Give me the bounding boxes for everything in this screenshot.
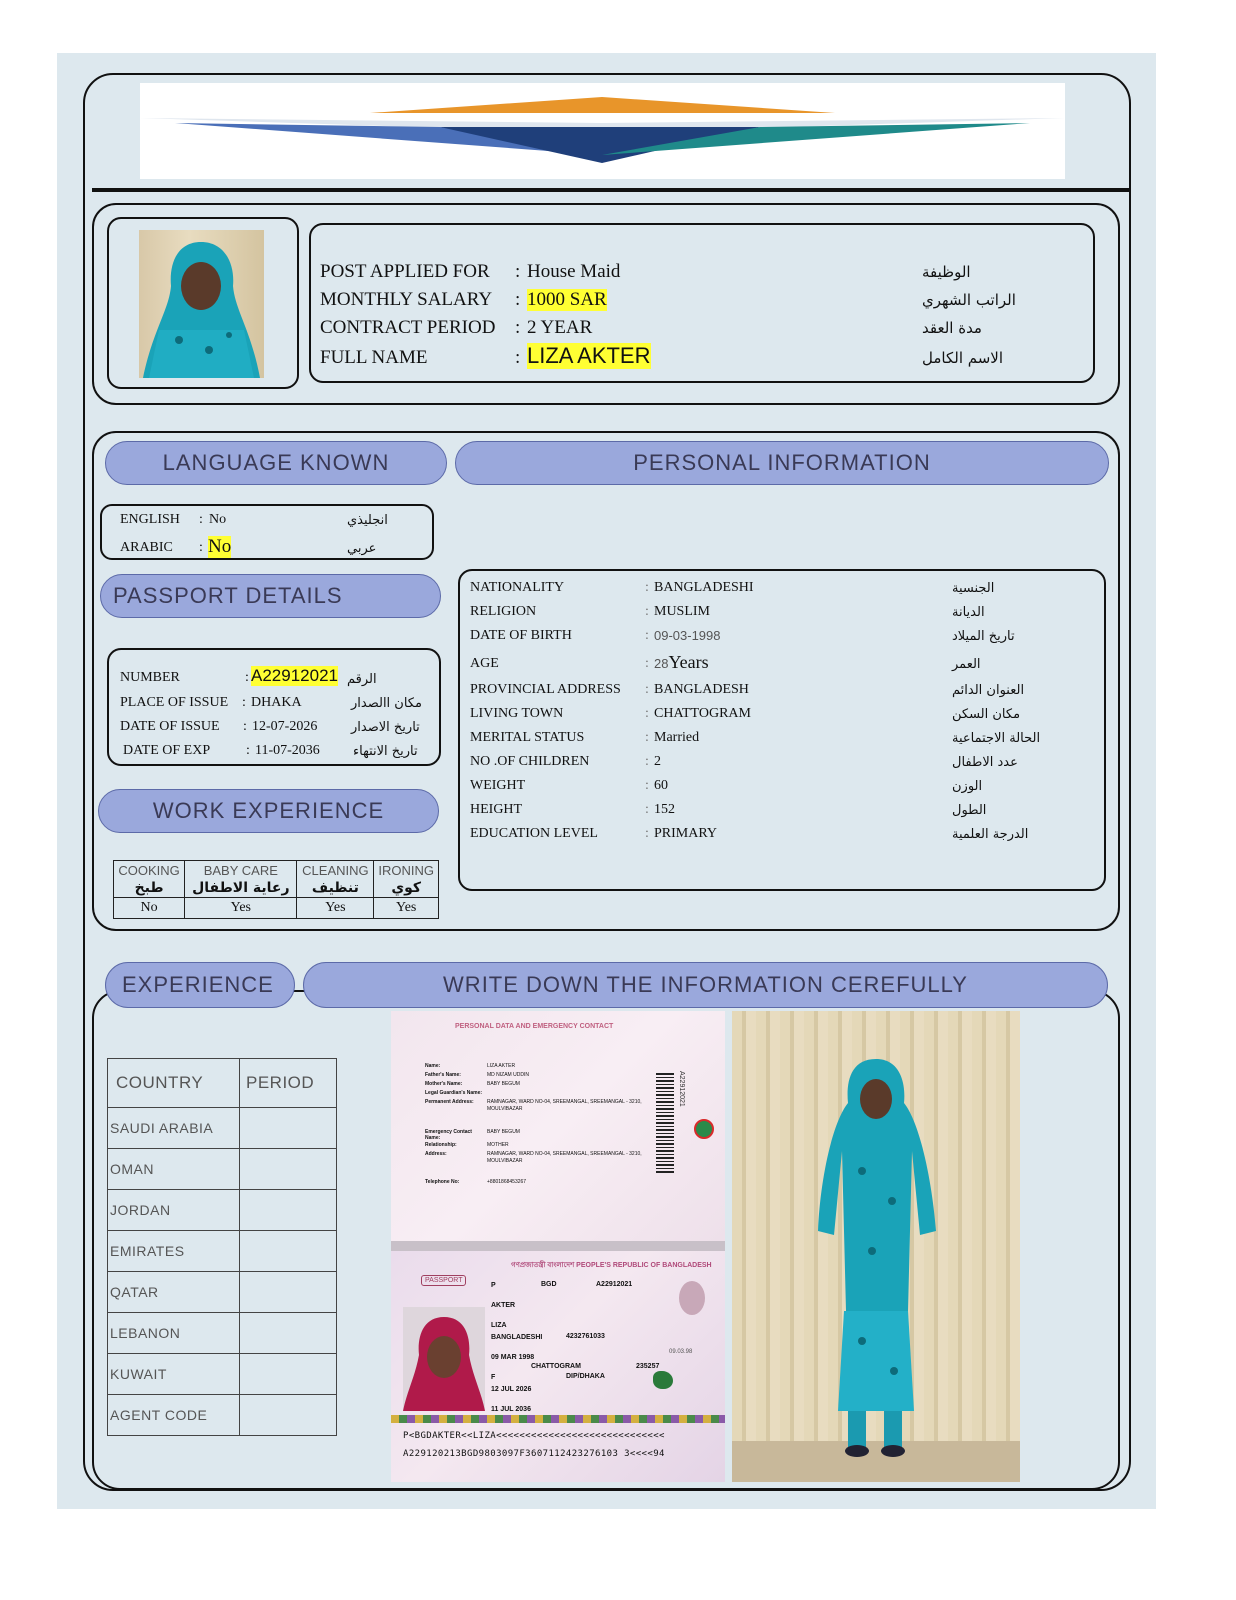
personal-label: EDUCATION LEVEL: [470, 826, 598, 841]
scan-field-label: Name:: [425, 1063, 441, 1069]
country-name: SAUDI ARABIA: [108, 1108, 240, 1149]
scan-field-value: +8801868453267: [487, 1179, 527, 1185]
scan-code: BGD: [541, 1281, 557, 1288]
age-unit: Years: [668, 652, 709, 672]
name-label: FULL NAME: [320, 347, 428, 368]
post-value: House Maid: [527, 261, 621, 282]
salary-sep: :: [515, 289, 521, 310]
arabic-label: ARABIC: [120, 540, 173, 555]
work-col-cooking: COOKING: [114, 861, 185, 880]
country-row: [108, 1190, 337, 1231]
personal-value: 09-03-1998: [654, 628, 721, 643]
name-ar: الاسم الكامل: [922, 349, 1004, 367]
personal-value: [654, 652, 709, 673]
name-value: LIZA AKTER: [527, 343, 651, 368]
personal-ar: الدرجة العلمية: [952, 827, 1029, 842]
work-ar-row: [114, 879, 439, 898]
contract-sep: :: [515, 317, 521, 338]
personal-label: NATIONALITY: [470, 580, 565, 595]
country-period: [240, 1190, 337, 1231]
personal-value: PRIMARY: [654, 826, 718, 841]
scan-mrz-line-1: P<BGDAKTER<<LIZA<<<<<<<<<<<<<<<<<<<<<<<<<<<<<: [403, 1431, 665, 1441]
personal-value: CHATTOGRAM: [654, 706, 751, 721]
personal-label: WEIGHT: [470, 778, 526, 793]
scan-dob: 09 MAR 1998: [491, 1354, 535, 1361]
exp-date-label: DATE OF EXP: [123, 743, 211, 758]
work-val-cleaning: Yes: [297, 898, 374, 919]
country-row: [108, 1395, 337, 1436]
country-name: AGENT CODE: [108, 1395, 240, 1436]
country-experience-table: [107, 1058, 337, 1436]
header-rule: [92, 188, 1130, 192]
personal-ar: مكان السكن: [952, 707, 1021, 722]
personal-sep: :: [645, 682, 649, 697]
personal-sep: :: [645, 826, 649, 841]
cv-sheet: [57, 53, 1156, 1509]
scan-bio-left: [491, 1281, 542, 1415]
country-period: [240, 1313, 337, 1354]
header-banner: [140, 83, 1065, 179]
personal-sep: :: [645, 730, 649, 745]
personal-value: MUSLIM: [654, 604, 711, 619]
place-issue-ar: مكان االصدار: [351, 696, 422, 711]
work-col-cleaning-ar: تنظيف: [297, 879, 374, 898]
issue-date-ar: تاريخ الاصدار: [351, 720, 420, 735]
personal-sep: :: [645, 628, 649, 643]
work-col-ironing: IRONING: [374, 861, 439, 880]
personal-ar: الوزن: [952, 779, 983, 794]
scan-given: LIZA: [491, 1322, 507, 1329]
country-period: [240, 1354, 337, 1395]
passport-ghost-photo: [679, 1281, 705, 1315]
english-value: No: [209, 512, 227, 527]
work-col-cleaning: CLEANING: [297, 861, 374, 880]
personal-value: Married: [654, 730, 700, 745]
scan-field-label: Father's Name:: [425, 1072, 461, 1078]
personal-sep: :: [645, 754, 649, 769]
personal-ar: الحالة الاجتماعية: [952, 731, 1041, 746]
scan-field-label: Permanent Address:: [425, 1099, 474, 1105]
language-header: LANGUAGE KNOWN: [105, 441, 447, 485]
personal-sep: :: [645, 656, 649, 671]
scan-bottom-title: গণপ্রজাতন্ত্রী বাংলাদেশ PEOPLE'S REPUBLIC OF BANGLADESH: [511, 1262, 712, 1269]
personal-value: 2: [654, 754, 661, 769]
profile-photo: [139, 230, 264, 378]
scan-field-value: LIZA AKTER: [487, 1063, 516, 1069]
period-col-header: PERIOD: [240, 1059, 337, 1108]
scan-field-label: Mother's Name:: [425, 1081, 463, 1087]
personal-sep: :: [645, 604, 649, 619]
passport-photo: [403, 1307, 485, 1411]
post-label: POST APPLIED FOR: [320, 261, 490, 282]
scan-field-value: MOTHER: [487, 1142, 509, 1148]
work-experience-table: [113, 860, 439, 919]
place-issue-value: DHAKA: [251, 695, 302, 710]
scan-field-value: BABY BEGUM: [487, 1129, 520, 1135]
personal-ar: الديانة: [952, 605, 985, 620]
scan-issue: 12 JUL 2026: [491, 1386, 532, 1393]
personal-label: RELIGION: [470, 604, 537, 619]
personal-ar: العنوان الدائم: [952, 683, 1025, 698]
country-period: [240, 1272, 337, 1313]
english-label: ENGLISH: [120, 512, 180, 527]
arabic-sep: :: [199, 540, 203, 555]
scan-passport-no: A22912021: [596, 1281, 633, 1288]
english-ar: انجليذي: [347, 513, 388, 528]
work-val-ironing: Yes: [374, 898, 439, 919]
personal-ar: الطول: [952, 803, 987, 818]
work-value-row: [114, 898, 439, 919]
scan-birthplace: CHATTOGRAM: [531, 1363, 581, 1370]
personal-value: 60: [654, 778, 668, 793]
scan-prev: 235257: [636, 1363, 660, 1370]
country-period: [240, 1395, 337, 1436]
salary-label: MONTHLY SALARY: [320, 289, 493, 310]
full-body-photo: [732, 1011, 1020, 1482]
country-name: JORDAN: [108, 1190, 240, 1231]
scan-field-label: Relationship:: [425, 1142, 457, 1148]
emblem-icon: [694, 1119, 714, 1139]
standing-person-icon: [732, 1011, 1020, 1482]
scan-personal-no: 4232761033: [566, 1333, 605, 1340]
passport-number-label: NUMBER: [120, 670, 180, 685]
work-col-cooking-ar: طبخ: [114, 879, 185, 898]
personal-ar: الجنسية: [952, 581, 995, 596]
issue-date-sep: :: [243, 719, 247, 734]
scan-field-value: MD NIZAM UDDIN: [487, 1072, 529, 1078]
scan-field-value: RAMNAGAR, WARD NO-04, SREEMANGAL, SREEMANGAL - 3210, MOULVIBAZAR: [487, 1151, 642, 1164]
country-row: [108, 1149, 337, 1190]
scan-field-label: Legal Guardian's Name:: [425, 1090, 483, 1096]
work-col-ironing-ar: كوي: [374, 879, 439, 898]
work-header-row: [114, 861, 439, 880]
contract-ar: مدة العقد: [922, 319, 982, 337]
country-period: [240, 1108, 337, 1149]
instruction-banner: WRITE DOWN THE INFORMATION CEREFULLY: [303, 962, 1108, 1008]
experience-header-text: EXPERIENCE: [122, 972, 274, 997]
scan-sex: F: [491, 1374, 496, 1381]
country-row: [108, 1313, 337, 1354]
country-row: [108, 1272, 337, 1313]
personal-sep: :: [645, 802, 649, 817]
scan-authority: DIP/DHAKA: [566, 1373, 605, 1380]
arabic-value: No: [208, 536, 232, 557]
scan-field-value: BABY BEGUM: [487, 1081, 520, 1087]
issue-date-value: 12-07-2026: [252, 719, 318, 734]
personal-ar: العمر: [952, 657, 981, 672]
scan-mrz-line-2: A229120213BGD9803097F3607112423276103 3<<<<94: [403, 1449, 665, 1459]
personal-header: PERSONAL INFORMATION: [455, 441, 1109, 485]
scan-type: P: [491, 1282, 496, 1289]
work-col-babycare-ar: رعاية الاطفال: [185, 879, 297, 898]
passport-number-sep: :: [245, 670, 249, 685]
exp-date-value: 11-07-2036: [255, 743, 320, 758]
country-row: [108, 1108, 337, 1149]
scan-stamp: 09.03.98: [669, 1349, 693, 1355]
passport-number-value: A22912021: [251, 666, 338, 685]
experience-header: [105, 962, 295, 1008]
country-header-row: [108, 1059, 337, 1108]
place-issue-label: PLACE OF ISSUE: [120, 695, 229, 710]
work-val-babycare: Yes: [185, 898, 297, 919]
work-val-cooking: No: [114, 898, 185, 919]
scan-surname: AKTER: [491, 1302, 516, 1309]
personal-label: LIVING TOWN: [470, 706, 564, 721]
personal-label: NO .OF CHILDREN: [470, 754, 590, 769]
personal-value: 152: [654, 802, 675, 817]
age-number: 28: [654, 656, 669, 671]
name-sep: :: [515, 347, 521, 368]
passport-strip: [391, 1415, 725, 1423]
issue-date-label: DATE OF ISSUE: [120, 719, 220, 734]
personal-label: HEIGHT: [470, 802, 523, 817]
personal-ar: تاريخ الميلاد: [952, 629, 1015, 644]
passport-person-icon: [403, 1307, 485, 1411]
personal-sep: :: [645, 778, 649, 793]
bd-map-icon: [653, 1371, 673, 1389]
post-ar: الوظيفة: [922, 263, 971, 281]
country-name: LEBANON: [108, 1313, 240, 1354]
scan-field-label: Address:: [425, 1151, 447, 1157]
scan-field-label: Emergency Contact Name:: [425, 1129, 472, 1141]
person-photo-icon: [139, 230, 264, 378]
country-row: [108, 1354, 337, 1395]
personal-value: BANGLADESH: [654, 682, 749, 697]
country-name: OMAN: [108, 1149, 240, 1190]
scan-field-label: Telephone No:: [425, 1179, 460, 1185]
personal-sep: :: [645, 580, 649, 595]
passport-scan-image: [391, 1011, 725, 1482]
exp-date-ar: تاريخ الانتهاء: [353, 744, 418, 759]
contract-value: 2 YEAR: [527, 317, 593, 338]
passport-fold: [391, 1241, 725, 1251]
english-sep: :: [199, 512, 203, 527]
exp-date-sep: :: [246, 743, 250, 758]
post-sep: :: [515, 261, 521, 282]
work-col-babycare: BABY CARE: [185, 861, 297, 880]
personal-ar: عدد الاطفال: [952, 755, 1018, 770]
country-period: [240, 1231, 337, 1272]
passport-header: [100, 574, 441, 618]
country-period: [240, 1149, 337, 1190]
header-logo-graphic: [140, 83, 1065, 179]
scan-top-title: PERSONAL DATA AND EMERGENCY CONTACT: [455, 1023, 614, 1030]
scan-field-value: RAMNAGAR, WARD NO-04, SREEMANGAL, SREEMANGAL - 3210, MOULVIBAZAR: [487, 1099, 642, 1112]
contract-label: CONTRACT PERIOD: [320, 317, 496, 338]
passport-number-ar: الرقم: [347, 672, 377, 687]
barcode-icon: [656, 1073, 674, 1173]
salary-ar: الراتب الشهري: [922, 291, 1016, 309]
work-header: WORK EXPERIENCE: [98, 789, 439, 833]
scan-expiry: 11 JUL 2036: [491, 1406, 531, 1413]
country-name: KUWAIT: [108, 1354, 240, 1395]
place-issue-sep: :: [242, 695, 246, 710]
scan-nationality: BANGLADESHI: [491, 1334, 543, 1341]
passport-data-page: [391, 1011, 725, 1241]
personal-sep: :: [645, 706, 649, 721]
personal-label: DATE OF BIRTH: [470, 628, 572, 643]
country-rows: [108, 1108, 337, 1436]
personal-label: MERITAL STATUS: [470, 730, 585, 745]
country-name: QATAR: [108, 1272, 240, 1313]
country-col-header: COUNTRY: [108, 1059, 240, 1108]
personal-label: AGE: [470, 656, 499, 671]
passport-header-text: PASSPORT DETAILS: [113, 583, 343, 608]
salary-value: 1000 SAR: [527, 289, 607, 310]
personal-label: PROVINCIAL ADDRESS: [470, 682, 621, 697]
passport-bio-page: [391, 1251, 725, 1482]
arabic-ar: عربي: [347, 541, 377, 556]
personal-value: BANGLADESHI: [654, 580, 754, 595]
country-row: [108, 1231, 337, 1272]
scan-passport-badge: PASSPORT: [421, 1275, 466, 1286]
country-name: EMIRATES: [108, 1231, 240, 1272]
scan-side-number: A22912021: [678, 1071, 685, 1107]
